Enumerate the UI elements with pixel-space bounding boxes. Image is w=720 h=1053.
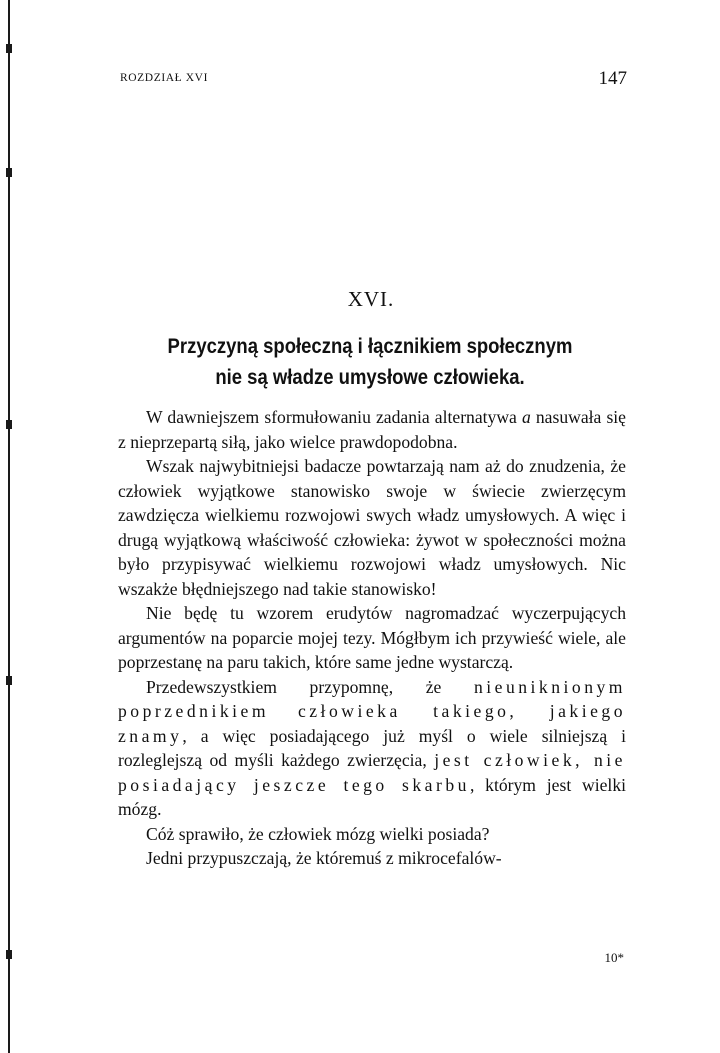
paragraph-4-text-b — [269, 701, 298, 721]
paragraph-3: Nie będę tu wzorem erudytów nagromadzać wyczerpujących argumentów na poparcie mojej tezy. Mógłbym ich przywieść wiele, ale poprzestanę na paru takich, które same jedne wystarczą. — [118, 603, 626, 672]
page-edge-line — [8, 0, 10, 1053]
chapter-title-line-1: Przyczyną społeczną i łącznikiem społecznym — [167, 334, 573, 358]
spaced-emphasis-3: jest człowiek, nie posiadający jeszcze tego skarbu — [118, 750, 626, 795]
edge-tick-mark — [6, 676, 12, 685]
edge-tick-mark — [6, 44, 12, 53]
italic-variable-a: a — [521, 407, 531, 427]
running-head: ROZDZIAŁ XVI — [120, 72, 209, 84]
signature-mark: 10* — [604, 950, 624, 965]
paragraph-4-text-d: , którym jest wielki mózg. — [118, 774, 627, 819]
paragraph-4-text-c: , a więc posiadającego już myśl o wiele silniejszą i rozleglejszą od myśli każdego zwierzęcia, — [118, 725, 626, 770]
page-header — [120, 68, 627, 96]
edge-tick-mark — [6, 950, 12, 959]
paragraph-5: Cóż sprawiło, że człowiek mózg wielki posiada? — [146, 823, 490, 844]
page-number: 147 — [598, 68, 627, 89]
edge-tick-mark — [6, 420, 12, 429]
body-text — [118, 405, 626, 871]
spaced-emphasis-2: człowieka takiego, jakiego znamy — [118, 701, 627, 746]
spaced-emphasis-1: nieuniknionym poprzednikiem — [118, 676, 626, 721]
chapter-title — [146, 331, 593, 393]
paragraph-2: Wszak najwybitniejsi badacze powtarzają nam aż do znudzenia, że człowiek wyjątkowe stanowisko swoje w świecie zwierzęcym zawdzięcza wielkiemu rozwojowi swych władz umysłowych. A więc i drugą wyjątkową właściwość człowieka: żywot w społeczności można było przypisywać wielkiemu rozwojowi władz umysłowych. Nic wszakże błędniejszego nad takie stanowisko! — [118, 456, 626, 599]
paragraph-1-text-b: nasuwała się z nieprzepartą siłą, jako wielce prawdopodobna. — [118, 407, 626, 452]
chapter-number: XVI. — [347, 287, 395, 311]
paragraph-4-text-a: Przedewszystkiem przypomnę, że — [146, 676, 474, 697]
paragraph-6: Jedni przypuszczają, że któremuś z mikrocefalów- — [146, 848, 502, 868]
paragraph-4 — [118, 675, 626, 822]
edge-tick-mark — [6, 168, 12, 177]
paragraph-1 — [118, 405, 626, 454]
chapter-title-line-2: nie są władze umysłowe człowieka. — [215, 365, 525, 389]
paragraph-1-text-a: W dawniejszem sformułowaniu zadania alternatywa — [146, 407, 522, 427]
